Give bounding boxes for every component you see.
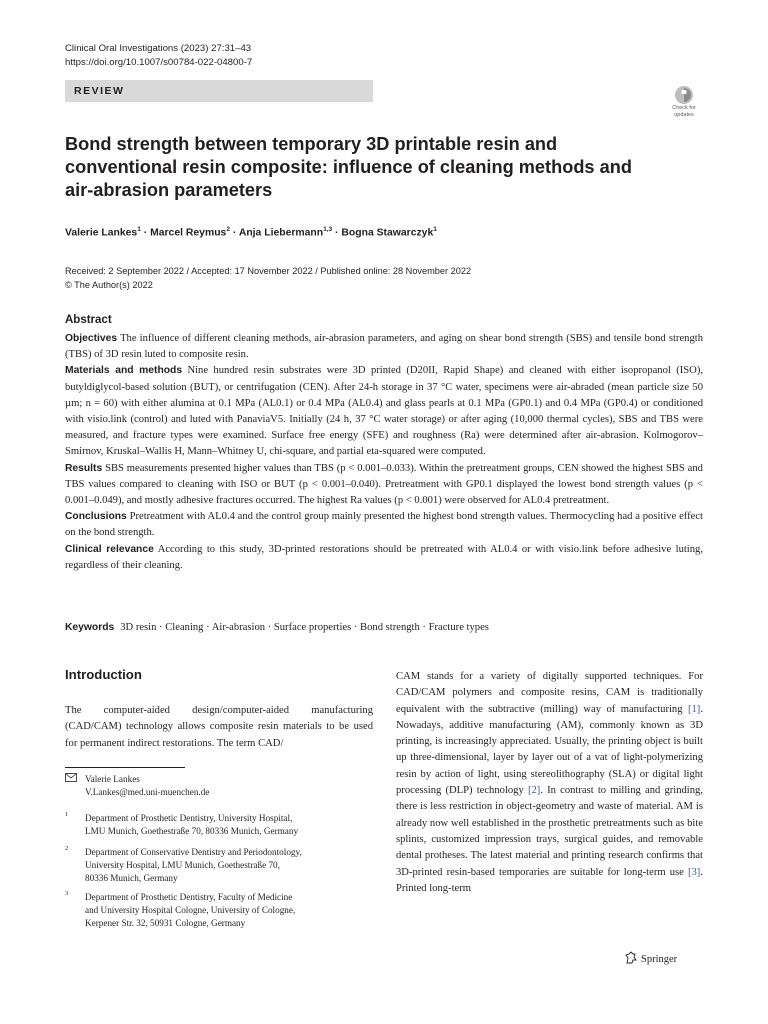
affiliation-line: Department of Prosthetic Dentistry, University Hospital, — [85, 813, 293, 823]
envelope-icon — [65, 773, 77, 782]
abstract-conclusions — [65, 509, 703, 541]
article-dates — [65, 264, 471, 292]
publisher-name: Springer — [641, 954, 678, 965]
abstract-heading: Abstract — [65, 314, 112, 326]
copyright: © The Author(s) 2022 — [65, 280, 153, 290]
footnote-divider — [65, 767, 185, 768]
author-name[interactable]: Marcel Reymus — [150, 227, 227, 239]
article-type-label: REVIEW — [74, 85, 125, 97]
correspondence-email[interactable]: V.Lankes@med.uni-muenchen.de — [85, 787, 210, 797]
methods-text: Nine hundred resin substrates were 3D printed (D20II, Rapid Shape) and cleaned with either isopropanol (ISO), butyldiglycol-based solution (BUT), or centrifugation (CEN). After 24-h storage in 37 °C water, specimens were air-abraded (mean particle size 50 µm; n = 60) with either alumina at 0.1 MPa (AL0.1) or 0.4 MPa (AL0.4) and glass pearls at 0.1 MPa (GP0.1) and 0.4 MPa (GP0.4) or conditioned with visio.link (control) and luted with PanaviaV5. Initially (24 h, 37 °C water storage) or after aging (10,000 thermal cycles), SBS and TBS were measured, and fracture types were examined. Surface free energy (SFE) and roughness (Ra) were determined after air-abrasion. Kolmogorov–Smirnov, Kruskal–Wallis H, Mann–Whitney U, chi-square, and partial eta-squared were computed. — [65, 365, 704, 458]
author-separator: · — [229, 227, 239, 239]
springer-horse-icon — [624, 951, 638, 965]
affiliation-line: 80336 Munich, Germany — [85, 872, 178, 883]
journal-line: Clinical Oral Investigations (2023) 27:31–43 — [65, 43, 252, 54]
affiliation-line: LMU Munich, Goethestraße 70, 80336 Munich, Germany — [85, 825, 299, 836]
correspondence-name: Valerie Lankes — [85, 774, 140, 784]
affiliation-line: University Hospital, LMU Munich, Goethestraße 70, — [85, 859, 280, 870]
check-for-updates-label: Check for updates — [672, 105, 696, 118]
citation-link-1[interactable]: [1] — [687, 703, 701, 715]
intro-text-part-3: . In contrast to milling and grinding, there is less restriction in object-geometry and waste of material. AM is already now well established in the prosthetic pretreatments such as bite splints, customized impression trays, surgical guides, and removable dental protheses. The latest material and printing research confirms that 3D-printed resin-based temporaries are suitable for long-term use — [396, 785, 703, 878]
journal-citation — [65, 42, 252, 70]
clinical-label: Clinical relevance — [65, 543, 154, 555]
affiliation-number: 3 — [65, 890, 69, 897]
author-list — [65, 226, 437, 238]
author-name[interactable]: Bogna Stawarczyk — [341, 227, 434, 239]
intro-text-part-2: . Nowadays, additive manufacturing (AM), commonly known as 3D printing, is increasingly appreciated. Usually, the printing object is built up three-dimensional, layer by layer out of a vat of light-polymerizing resin by action of light, using stereolithography (SLA) or digital light processing (DLP) technology — [396, 703, 703, 797]
conclusions-label: Conclusions — [65, 511, 127, 523]
affiliation-line: Kerpener Str. 32, 50931 Cologne, Germany — [85, 917, 246, 928]
published-online: / Published online: 28 November 2022 — [312, 266, 472, 276]
doi-link[interactable]: https://doi.org/10.1007/s00784-022-04800-7 — [65, 57, 253, 68]
affiliation-line: Department of Conservative Dentistry and Periodontology, — [85, 847, 302, 857]
affiliation-line: and University Hospital Cologne, University of Cologne, — [85, 904, 296, 915]
author-separator: · — [332, 227, 342, 239]
citation-link-3[interactable]: [3] — [687, 866, 701, 878]
crossmark-icon — [666, 85, 702, 107]
author-affiliation-sup: 1,3 — [323, 226, 333, 233]
introduction-right-paragraph — [396, 669, 703, 897]
author-name[interactable]: Valerie Lankes — [65, 227, 138, 239]
author-name[interactable]: Anja Liebermann — [238, 227, 324, 239]
author-affiliation-sup: 2 — [226, 226, 230, 233]
affiliation-line: Department of Prosthetic Dentistry, Faculty of Medicine — [85, 892, 293, 902]
results-label: Results — [65, 462, 103, 474]
objectives-text: The influence of different cleaning methods, air-abrasion parameters, and aging on shear bond strength (SBS) and tensile bond strength (TBS) of 3D resin luted to composite resin. — [65, 333, 703, 361]
received-accepted: Received: 2 September 2022 / Accepted: 17 November 2022 — [65, 266, 313, 276]
article-title: Bond strength between temporary 3D printable resin and conventional resin composite: influence of cleaning methods and air-abrasion parameters — [65, 134, 632, 200]
methods-label: Materials and methods — [65, 365, 183, 377]
keywords — [65, 622, 489, 633]
affiliation-number: 1 — [65, 811, 69, 818]
introduction-left-text: The computer-aided design/computer-aided manufacturing (CAD/CAM) technology allows composite resin materials to be used for permanent indirect restorations. The term CAD/ — [65, 705, 373, 749]
author-affiliation-sup: 1 — [137, 226, 141, 233]
article-type-bar — [65, 80, 373, 102]
abstract-clinical-relevance — [65, 542, 703, 574]
introduction-left-column — [65, 703, 373, 752]
abstract-methods — [65, 363, 703, 460]
results-text: SBS measurements presented higher values than TBS (p < 0.001–0.033). Within the pretreatment groups, CEN showed the highest SBS and TBS values compared to cleaning with ISO or BUT (p < 0.001–0.040). Pretreatment with GP0.1 displayed the lowest bond strength values (p < 0.001–0.049), and mostly adhesive fractures occurred. The highest Ra values (p < 0.001) were observed for AL0.4 pretreatment. — [65, 462, 703, 507]
abstract-results — [65, 461, 703, 510]
abstract-objectives — [65, 331, 703, 363]
citation-link-2[interactable]: [2] — [527, 785, 541, 797]
publisher-logo — [624, 951, 677, 965]
author-affiliation-sup: 1 — [433, 226, 437, 233]
author-separator: · — [140, 227, 151, 239]
objectives-label: Objectives — [65, 333, 118, 344]
affiliation-number: 2 — [65, 845, 69, 852]
intro-text-part-4: . Printed long-term — [396, 866, 703, 894]
keywords-text: 3D resin · Cleaning · Air-abrasion · Surface properties · Bond strength · Fracture types — [120, 622, 489, 633]
check-for-updates-badge[interactable] — [666, 85, 702, 125]
introduction-heading: Introduction — [65, 667, 142, 682]
clinical-text: According to this study, 3D-printed restorations should be pretreated with AL0.4 or with visio.link before adhesive luting, regardless of their cleaning. — [65, 543, 703, 571]
abstract-body — [65, 331, 703, 574]
introduction-right-column — [396, 669, 703, 897]
keywords-label: Keywords — [65, 622, 115, 633]
intro-text-part-1: CAM stands for a variety of digitally supported techniques. For CAD/CAM polymers and composite resins, CAM is traditionally equivalent with the subtractive (milling) way of manufacturing — [396, 671, 703, 715]
conclusions-text: Pretreatment with AL0.4 and the control group mainly presented the highest bond strength values. Thermocycling had a positive effect on the bond strength. — [65, 511, 704, 539]
